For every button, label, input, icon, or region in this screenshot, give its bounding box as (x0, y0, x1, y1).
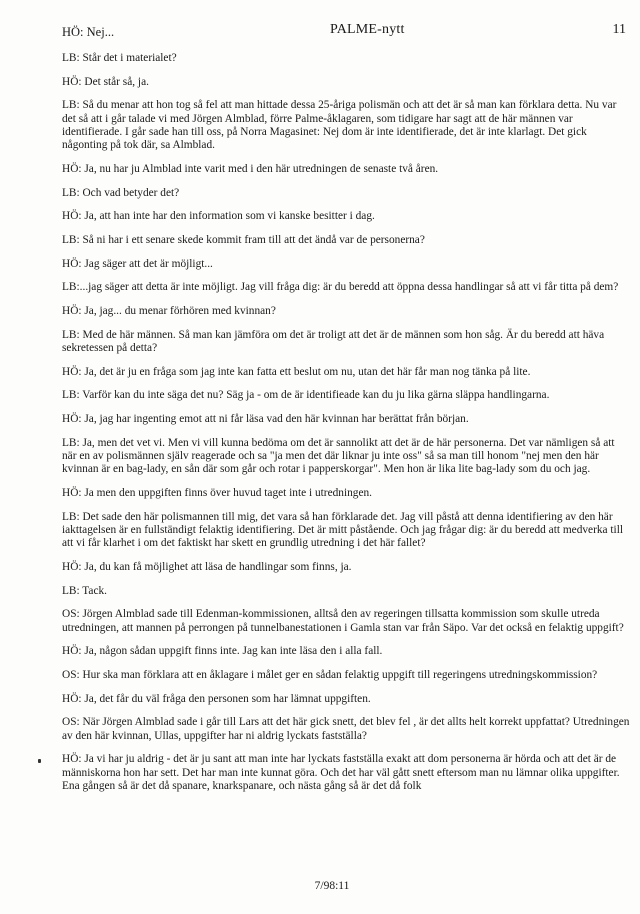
transcript-paragraph: HÖ: Ja, nu har ju Almblad inte varit med i den här utredningen de senaste två åren. (62, 162, 439, 175)
transcript-body (62, 52, 630, 804)
page-footer (0, 880, 640, 892)
margin-dot-mark (38, 759, 41, 763)
transcript-paragraph: HÖ: Jag säger att det är möjligt... (62, 257, 213, 270)
transcript-paragraph: OS: Jörgen Almblad sade till Edenman-kommissionen, alltså den av regeringen tillsatta kommission som skulle utreda utredningen, att mannen på perrongen på tunnelbanestationen i Gamla stan var från Säpo. Var det också en felaktig uppgift? (62, 608, 624, 634)
transcript-paragraph: HÖ: Ja, det får du väl fråga den personen som har lämnat uppgiften. (62, 692, 371, 705)
transcript-paragraph: HÖ: Ja, att han inte har den information som vi kanske besitter i dag. (62, 210, 375, 223)
transcript-paragraph: LB: Med de här männen. Så man kan jämföra om det är troligt att det är de männen som hon såg. Är du beredd att häva sekretessen på detta? (62, 328, 605, 355)
transcript-paragraph: LB: Ja, men det vet vi. Men vi vill kunna bedöma om det är sannolikt att det är de här personerna. Det var nämligen så att när en av polismännen själv reagerade och sa "ja men det där liknar ju inte oss" så sa man till honom "nej men den här kvinnan är en bag-lady, en sån där som går och rotar i papperskorgar". Men hon är lika lite bag-lady som du och jag. (62, 436, 615, 476)
transcript-paragraph: LB: Står det i materialet? (62, 52, 177, 64)
transcript-paragraph: HÖ: Ja, det är ju en fråga som jag inte kan fatta ett beslut om nu, utan det här får man nog tänka på lite. (62, 365, 531, 378)
transcript-paragraph: HÖ: Ja men den uppgiften finns över huvud taget inte i utredningen. (62, 487, 372, 500)
transcript-paragraph: OS: Hur ska man förklara att en åklagare i målet ger en sådan felaktig uppgift till regeringens utredningskommission? (62, 669, 598, 682)
transcript-paragraph: HÖ: Ja, jag... du menar förhören med kvinnan? (62, 305, 276, 318)
transcript-paragraph: LB: Så du menar att hon tog så fel att man hittade dessa 25-åriga polismän och att det är så man kan förklara detta. Nu var det så att i går talade vi med Jörgen Almblad, förre Palme-åklagaren, som tidigare har sagt att de här männen var identifierade. I går sade han till oss, på Norra Magasinet: Nej dom är inte identifierade, det är inte klarlagt. Det gick någonting på tok där, sa Almblad. (62, 99, 617, 152)
transcript-paragraph: LB:...jag säger att detta är inte möjligt. Jag vill fråga dig: är du beredd att öppna dessa handlingar så att vi får titta på dem? (62, 281, 619, 294)
footer-page-reference: 7/98:11 (314, 880, 350, 892)
transcript-paragraph: HÖ: Ja, någon sådan uppgift finns inte. Jag kan inte läsa den i alla fall. (62, 645, 383, 658)
transcript-paragraph: HÖ: Det står så, ja. (62, 75, 149, 88)
page-header (62, 22, 626, 42)
transcript-paragraph: LB: Varför kan du inte säga det nu? Säg ja - om de är identifieade kan du ju lika gärna släppa handlingarna. (62, 389, 550, 402)
transcript-paragraph: HÖ: Ja, du kan få möjlighet att läsa de handlingar som finns, ja. (62, 561, 352, 574)
header-speaker-line: HÖ: Nej... (62, 25, 115, 39)
transcript-paragraph: HÖ: Ja, jag har ingenting emot att ni får läsa vad den här kvinnan har berättat från början. (62, 413, 469, 426)
page-number: 11 (612, 22, 626, 37)
transcript-paragraph: OS: När Jörgen Almblad sade i går till Lars att det här gick snett, det blev fel , är det allts helt korrekt uppfattat? Utredningen av den här kvinnan, Ullas, uppgifter har ni aldrig lyckats fastställa? (62, 716, 630, 742)
transcript-paragraph: LB: Tack. (62, 584, 107, 597)
newsletter-title: PALME-nytt (330, 22, 405, 37)
transcript-paragraph: LB: Det sade den här polismannen till mig, det vara så han förklarade det. Jag vill påstå att denna identifiering av den här iakttagelsen är en fullständigt felaktig identifiering. Det är mitt påstående. Och jag frågar dig: är du beredd att medverka till att vi får klarhet i om det faktiskt har skett en grundlig utredning i det här fallet? (62, 510, 623, 550)
transcript-paragraph: LB: Och vad betyder det? (62, 186, 180, 199)
transcript-paragraph: HÖ: Ja vi har ju aldrig - det är ju sant att man inte har lyckats fastställa exakt att dom personerna är hörda och att det är de människorna hon har sett. Det har man inte kunnat göra. Och det har väl gått snett eftersom man nu lämnar olika uppgifter. Ena gången så är det då spanare, knarkspanare, och nästa gång så är det då folk (62, 753, 620, 793)
transcript-paragraph: LB: Så ni har i ett senare skede kommit fram till att det ändå var de personerna? (62, 234, 425, 247)
